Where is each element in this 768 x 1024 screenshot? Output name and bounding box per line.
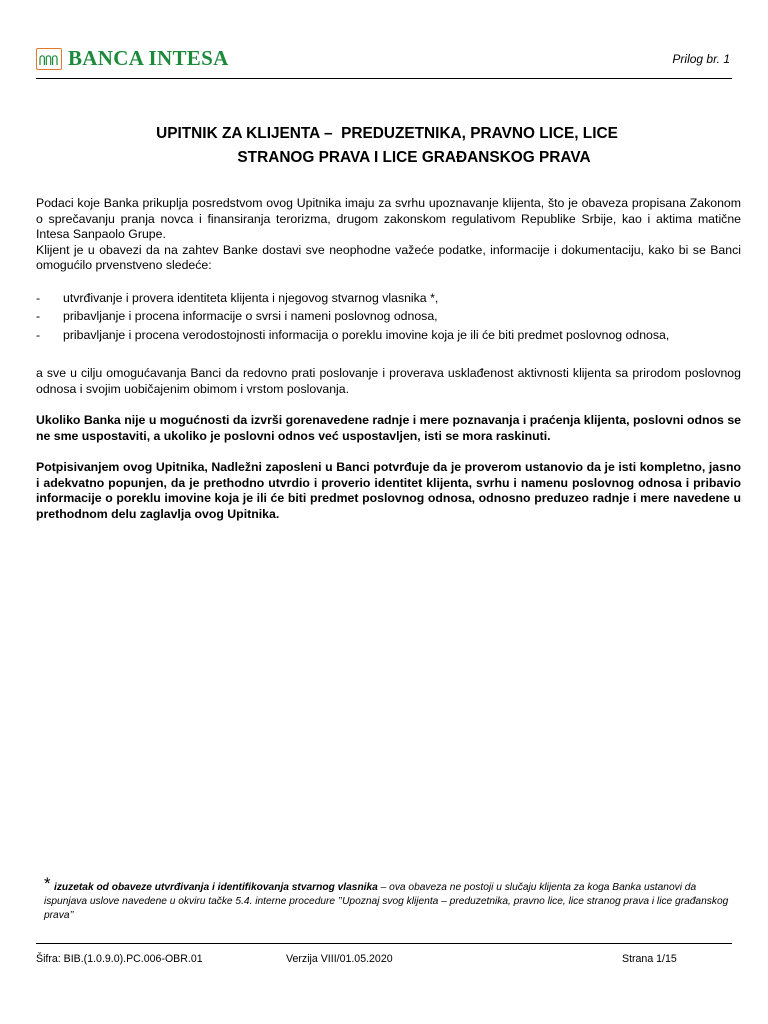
list-bullet: - xyxy=(36,327,41,342)
warning-paragraph: Ukoliko Banka nije u mogućnosti da izvrši gorenavedene radnje i mere poznavanja i praćenja klijenta, poslovni odnos se ne sme uspostaviti, a ukoliko je poslovni odnos već uspostavljen, isti se mora raskinuti. xyxy=(36,413,741,443)
title-line-1: UPITNIK ZA KLIJENTA – PREDUZETNIKA, PRAVNO LICE, LICE xyxy=(156,125,618,142)
list-item xyxy=(36,289,741,308)
obligation-list xyxy=(36,289,741,345)
purpose-paragraph: a sve u cilju omogućavanja Banci da redovno prati poslovanje i proverava usklađenost aktivnosti klijenta sa prirodom poslovnog odnosa i svojim uobičajenim obimom i vrstom poslovanja. xyxy=(36,366,741,396)
list-item-text: utvrđivanje i provera identiteta klijenta i njegovog stvarnog vlasnika *, xyxy=(63,290,439,305)
attachment-label: Prilog br. 1 xyxy=(672,52,730,66)
document-code: Šifra: BIB.(1.0.9.0).PC.006-OBR.01 xyxy=(36,953,203,965)
intro-paragraph: Podaci koje Banka prikuplja posredstvom ovog Upitnika imaju za svrhu upoznavanje klijenta, što je obaveza propisana Zakonom o sprečavanju pranja novca i finansiranja terorizma, drugom zakonskom regulativom Republike Srbije, kao i aktima matične Intesa Sanpaolo Grupe. xyxy=(36,196,741,241)
list-item xyxy=(36,326,741,345)
list-item-text: pribavljanje i procena verodostojnosti informacija o poreklu imovine koja je ili će biti predmet poslovnog odnosa, xyxy=(63,327,670,342)
list-item-text: pribavljanje i procena informacije o svrsi i nameni poslovnog odnosa, xyxy=(63,309,438,323)
document-title xyxy=(36,122,732,170)
obligation-paragraph: Klijent je u obavezi da na zahtev Banke dostavi sve neophodne važeće podatke, informacije i dokumentaciju, kako bi se Banci omogućilo prvenstveno sledeće: xyxy=(36,242,741,272)
header-divider xyxy=(36,78,732,79)
document-version: Verzija VIII/01.05.2020 xyxy=(286,953,393,965)
logo-text: BANCA INTESA xyxy=(68,46,229,70)
list-item xyxy=(36,307,741,326)
footnote-asterisk: * xyxy=(44,874,51,893)
page-number: Strana 1/15 xyxy=(622,953,677,965)
signature-paragraph: Potpisivanjem ovog Upitnika, Nadležni zaposleni u Banci potvrđuje da je proverom ustanovio da je isti kompletno, jasno i adekvatno popunjen, da je prethodno utvrdio i proverio identitet klijenta, svrhu i namenu poslovnog odnosa i pribavio informacije o poreklu imovine koja je ili će biti predmet poslovnog odnosa, odnosno preduzeo radnje i mere navedene u prethodnom delu zaglavlja ovog Upitnika. xyxy=(36,460,741,521)
list-bullet: - xyxy=(36,309,41,323)
footnote xyxy=(36,874,741,923)
document-header xyxy=(36,42,732,78)
list-bullet: - xyxy=(36,290,41,305)
footnote-text: – ova obaveza ne postoji u slučaju klijenta za koga Banka ustanovi da ispunjava uslove navedene u okviru tačke 5.4. interne procedure ’’Upoznaj svog klijenta – preduzetnika, pravno lice, lice stranog prava i lice građanskog prava’’ xyxy=(44,882,729,921)
footnote-title: izuzetak od obaveze utvrđivanja i identifikovanja stvarnog vlasnika xyxy=(54,882,378,893)
footer-divider xyxy=(36,943,732,944)
logo-arches-icon xyxy=(36,48,62,70)
bank-logo xyxy=(36,46,229,71)
title-line-2: STRANOG PRAVA I LICE GRAĐANSKOG PRAVA xyxy=(237,149,591,166)
document-body xyxy=(36,196,741,522)
